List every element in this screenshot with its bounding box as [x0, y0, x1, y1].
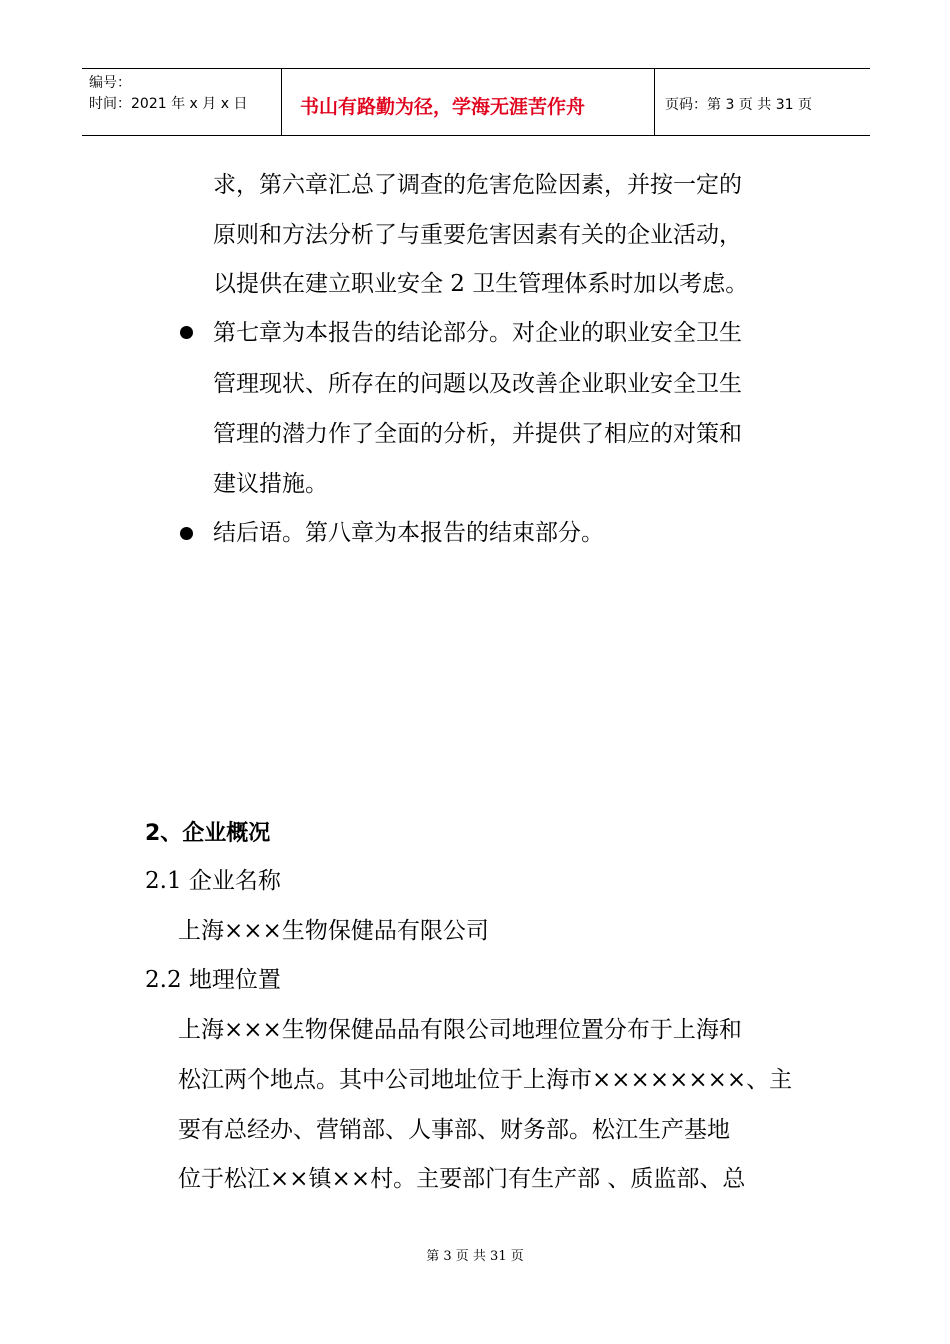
section-title: 2、企业概况	[145, 821, 271, 846]
bullet-line: 管理的潜力作了全面的分析，并提供了相应的对策和	[213, 421, 742, 447]
paragraph-line: 求，第六章汇总了调查的危害危险因素，并按一定的	[213, 172, 742, 198]
page-header	[82, 68, 870, 136]
page-footer: 第 3 页 共 31 页	[426, 1249, 524, 1264]
bullet-line: 结后语。第八章为本报告的结束部分。	[213, 520, 604, 546]
document-date-label: 时间：2021 年 x 月 x 日	[89, 96, 248, 112]
paragraph-line: 位于松江××镇××村。主要部门有生产部 、质监部、总	[178, 1166, 746, 1192]
header-meta	[82, 69, 282, 135]
paragraph-line: 原则和方法分析了与重要危害因素有关的企业活动，	[213, 222, 742, 248]
bullet-icon	[180, 326, 193, 339]
header-motto-cell	[282, 69, 655, 135]
company-name: 上海×××生物保健品有限公司	[178, 918, 489, 944]
document-number-label: 编号：	[89, 75, 131, 91]
paragraph-line: 上海×××生物保健品品有限公司地理位置分布于上海和	[178, 1017, 742, 1043]
paragraph-line: 要有总经办、营销部、人事部、财务部。松江生产基地	[178, 1117, 730, 1143]
bullet-line: 管理现状、所存在的问题以及改善企业职业安全卫生	[213, 371, 742, 397]
subsection-title: 2.1 企业名称	[145, 868, 281, 894]
bullet-line: 建议措施。	[213, 471, 328, 497]
paragraph-line: 松江两个地点。其中公司地址位于上海市××××××××、主	[178, 1067, 793, 1093]
subsection-title: 2.2 地理位置	[145, 967, 281, 993]
header-motto: 书山有路勤为径，学海无涯苦作舟	[300, 96, 586, 118]
bullet-icon	[180, 527, 193, 540]
paragraph-line: 以提供在建立职业安全 2 卫生管理体系时加以考虑。	[213, 271, 749, 297]
bullet-line: 第七章为本报告的结论部分。对企业的职业安全卫生	[213, 320, 742, 346]
header-page-cell	[655, 69, 870, 135]
header-page-info: 页码：第 3 页 共 31 页	[665, 97, 812, 113]
